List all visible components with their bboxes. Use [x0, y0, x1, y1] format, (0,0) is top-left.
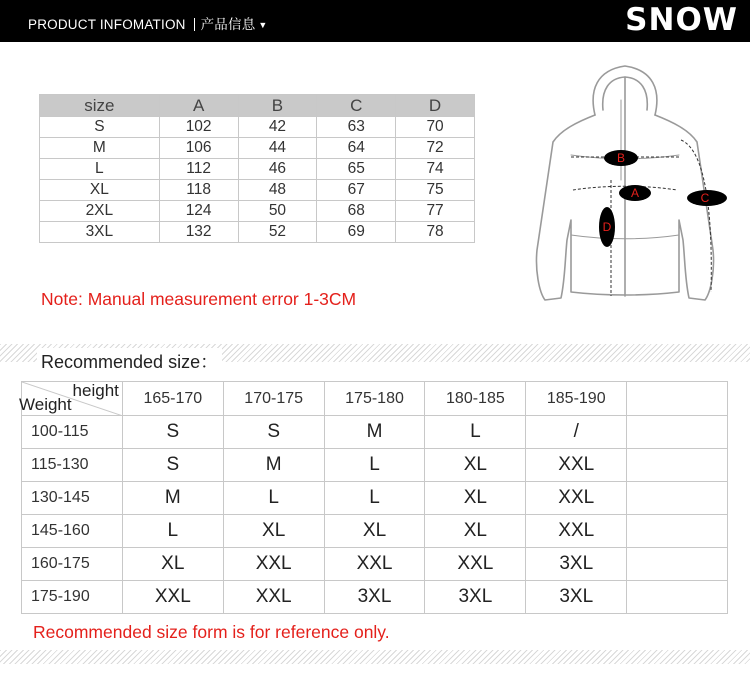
table-row [22, 515, 728, 548]
measure-cell: 72 [396, 138, 475, 159]
size-cell: L [40, 159, 160, 180]
size-chart-header-cell: D [396, 95, 475, 117]
recommended-size-cell: S [122, 416, 223, 449]
measure-cell: 44 [238, 138, 317, 159]
measure-cell: 67 [317, 180, 396, 201]
weight-cell: 145-160 [22, 515, 123, 548]
size-chart-header-cell: C [317, 95, 396, 117]
measure-cell: 70 [396, 117, 475, 138]
jacket-outline [536, 66, 713, 300]
measure-cell: 132 [159, 222, 238, 243]
measurement-note: Note: Manual measurement error 1-3CM [41, 289, 357, 309]
weight-cell: 130-145 [22, 482, 123, 515]
height-header-cell: 185-190 [526, 382, 627, 416]
measure-cell: 75 [396, 180, 475, 201]
measure-cell: 63 [317, 117, 396, 138]
size-cell: M [40, 138, 160, 159]
weight-cell: 175-190 [22, 581, 123, 614]
size-chart-header-cell: A [159, 95, 238, 117]
brand-logo: SNOW [625, 2, 738, 38]
table-row [22, 416, 728, 449]
header-title-en: PRODUCT INFOMATION [28, 17, 186, 32]
recommended-size-cell: L [223, 482, 324, 515]
size-chart-header-cell: B [238, 95, 317, 117]
corner-weight-label: Weight [19, 395, 72, 414]
recommended-size-cell: XXL [526, 449, 627, 482]
recommended-size-cell: / [526, 416, 627, 449]
measurement-lines [571, 140, 711, 296]
header-divider [194, 18, 195, 31]
marker-label-b: B [616, 151, 626, 165]
recommended-size-cell: M [223, 449, 324, 482]
table-row [22, 482, 728, 515]
table-row [22, 449, 728, 482]
recommended-size-cell: XL [425, 515, 526, 548]
measure-cell: 68 [317, 201, 396, 222]
marker-label-d: D [602, 220, 612, 234]
measure-cell: 124 [159, 201, 238, 222]
marker-label-c: C [700, 191, 710, 205]
height-header-cell: 165-170 [122, 382, 223, 416]
measure-cell: 65 [317, 159, 396, 180]
measure-cell: 74 [396, 159, 475, 180]
measurement-marker-b [604, 150, 638, 166]
recommended-size-cell: XL [223, 515, 324, 548]
recommended-size-cell: XXL [526, 515, 627, 548]
recommended-size-cell: M [122, 482, 223, 515]
size-chart-header-row [40, 95, 475, 117]
table-row [40, 180, 475, 201]
recommended-size-cell [627, 449, 728, 482]
table-row [40, 138, 475, 159]
recommended-size-cell [627, 581, 728, 614]
recommended-size-cell: XL [425, 482, 526, 515]
measurement-marker-a [619, 185, 651, 201]
recommended-size-cell: XXL [324, 548, 425, 581]
jacket-measurement-diagram [525, 60, 735, 310]
measure-cell: 48 [238, 180, 317, 201]
recommended-size-cell: S [122, 449, 223, 482]
height-header-cell: 170-175 [223, 382, 324, 416]
hatched-divider-bottom [0, 650, 750, 664]
weight-cell: 160-175 [22, 548, 123, 581]
measurement-marker-d [599, 207, 615, 247]
height-header-cell: 180-185 [425, 382, 526, 416]
recommended-size-cell: XL [425, 449, 526, 482]
recommended-size-cell: S [223, 416, 324, 449]
recommended-size-cell: XXL [425, 548, 526, 581]
corner-cell [19, 381, 123, 416]
recommended-size-cell: XL [324, 515, 425, 548]
recommended-size-cell: 3XL [526, 548, 627, 581]
measure-cell: 42 [238, 117, 317, 138]
recommended-size-cell: L [324, 449, 425, 482]
dropdown-triangle-icon: ▼ [258, 20, 268, 30]
header-title [28, 13, 268, 33]
measure-cell: 69 [317, 222, 396, 243]
recommended-size-cell [627, 416, 728, 449]
measurement-marker-c [687, 190, 727, 206]
measure-cell: 50 [238, 201, 317, 222]
measure-cell: 64 [317, 138, 396, 159]
size-cell: S [40, 117, 160, 138]
recommended-size-cell: 3XL [425, 581, 526, 614]
recommended-size-cell: L [425, 416, 526, 449]
measure-cell: 52 [238, 222, 317, 243]
measure-cell: 102 [159, 117, 238, 138]
recommended-size-table [21, 381, 728, 614]
size-chart-header-cell: size [40, 95, 160, 117]
measure-cell: 78 [396, 222, 475, 243]
corner-height-label: height [72, 381, 119, 400]
table-row [40, 117, 475, 138]
recommended-size-cell: M [324, 416, 425, 449]
recommended-size-cell: L [122, 515, 223, 548]
recommended-size-cell: XXL [122, 581, 223, 614]
table-row [22, 548, 728, 581]
weight-cell: 100-115 [22, 416, 123, 449]
recommended-header-row [22, 382, 728, 416]
recommended-size-title: Recommended size： [37, 348, 222, 374]
reference-note: Recommended size form is for reference only. [33, 622, 390, 642]
recommended-size-cell [627, 482, 728, 515]
size-cell: 3XL [40, 222, 160, 243]
table-row [40, 222, 475, 243]
recommended-size-cell: 3XL [526, 581, 627, 614]
weight-cell: 115-130 [22, 449, 123, 482]
measure-cell: 46 [238, 159, 317, 180]
table-row [40, 201, 475, 222]
recommended-size-cell: 3XL [324, 581, 425, 614]
measure-cell: 106 [159, 138, 238, 159]
recommended-size-cell: XXL [223, 548, 324, 581]
height-header-cell: 175-180 [324, 382, 425, 416]
table-row [40, 159, 475, 180]
measure-cell: 118 [159, 180, 238, 201]
size-cell: XL [40, 180, 160, 201]
measure-cell: 112 [159, 159, 238, 180]
recommended-size-cell: L [324, 482, 425, 515]
recommended-size-cell: XL [122, 548, 223, 581]
header-title-cn: 产品信息 [200, 17, 256, 32]
recommended-size-cell [627, 515, 728, 548]
marker-label-a: A [630, 186, 640, 200]
size-cell: 2XL [40, 201, 160, 222]
recommended-size-cell [627, 548, 728, 581]
recommended-size-cell: XXL [223, 581, 324, 614]
table-row [22, 581, 728, 614]
header-bar [0, 0, 750, 42]
height-header-cell [627, 382, 728, 416]
size-chart-table [39, 94, 475, 243]
measure-cell: 77 [396, 201, 475, 222]
recommended-size-cell: XXL [526, 482, 627, 515]
